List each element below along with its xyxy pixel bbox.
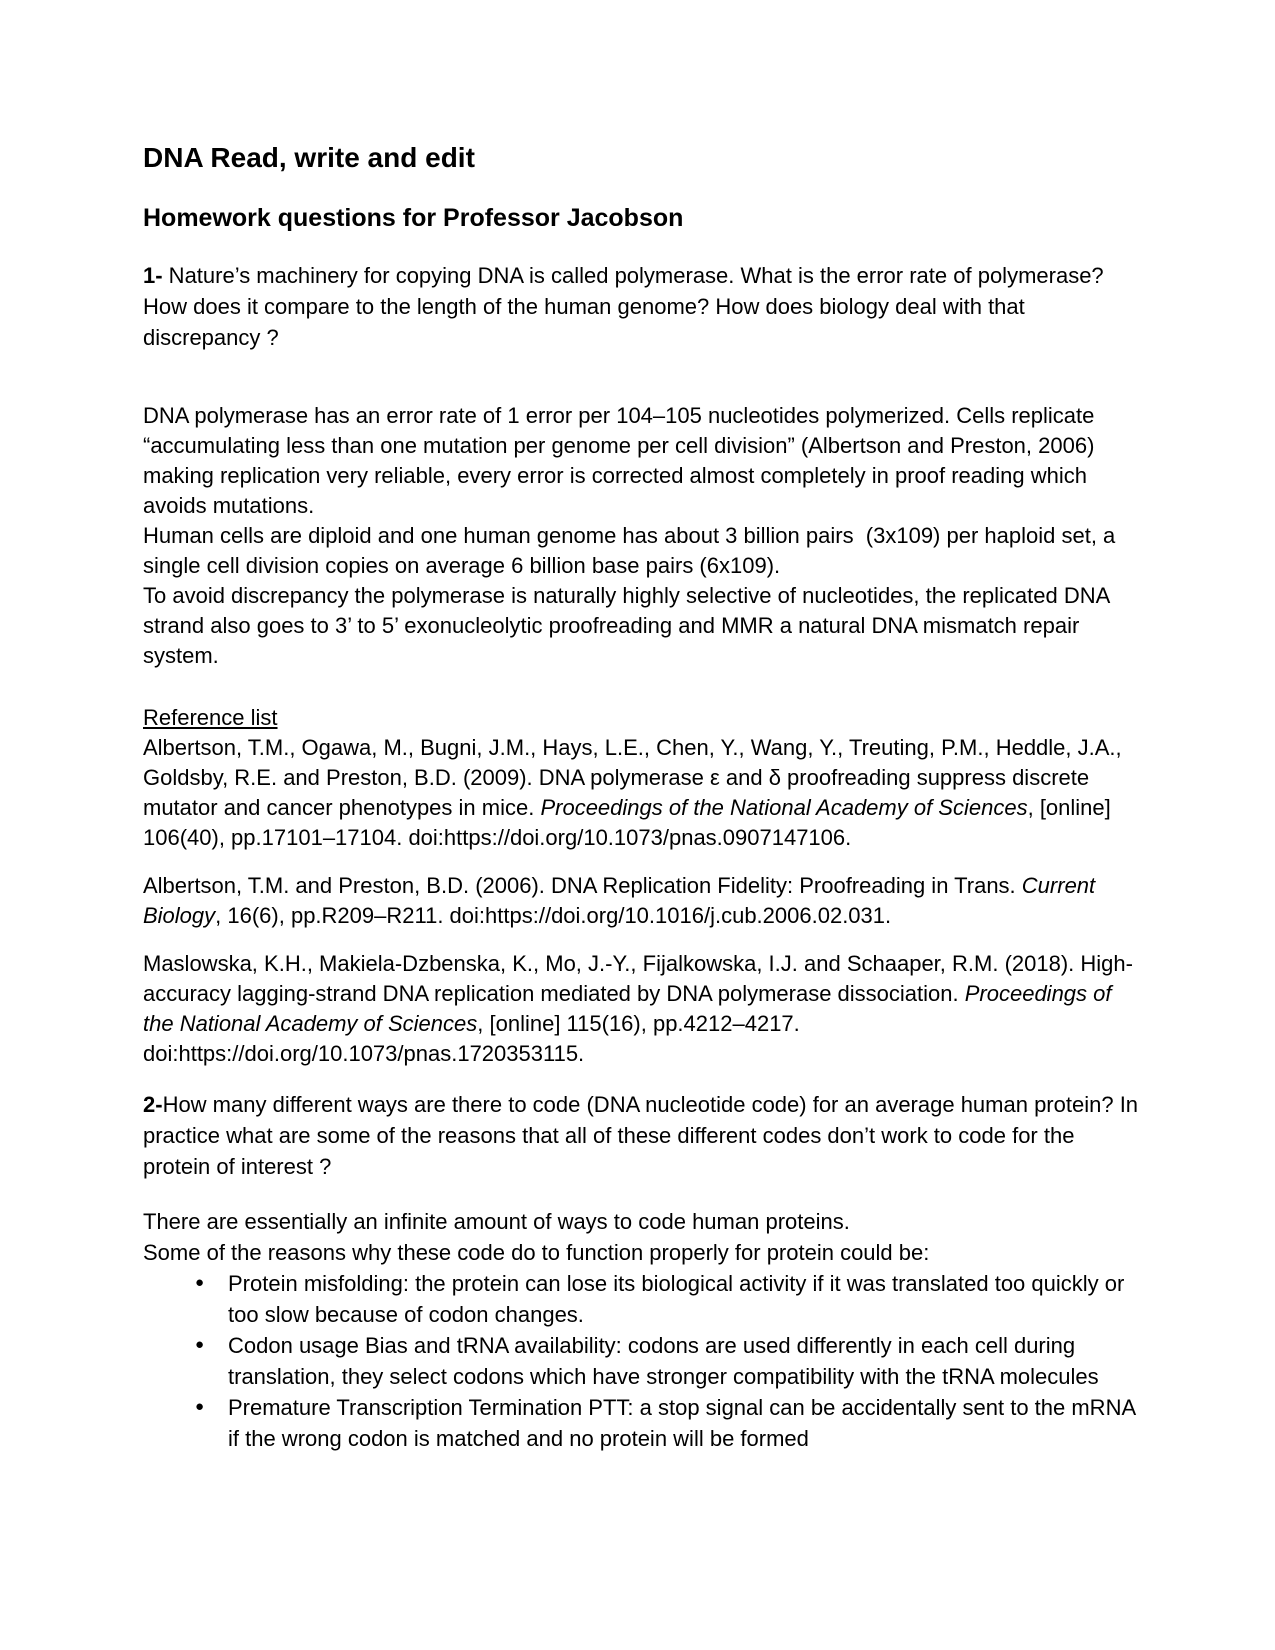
answer-2-intro-line: There are essentially an infinite amount of ways to code human proteins. xyxy=(143,1209,850,1234)
question-1-text: Nature’s machinery for copying DNA is called polymerase. What is the error rate of polymerase? How does it compare to the length of the human genome? How does biology deal with that discrepancy ? xyxy=(143,263,1110,350)
reference-text: Maslowska, K.H., Makiela-Dzbenska, K., Mo, J.-Y., Fijalkowska, I.J. and Schaaper, R.M. (2018). High-accuracy lagging-strand DNA replication mediated by DNA polymerase dissociation. xyxy=(143,951,1133,1006)
list-item xyxy=(143,1392,1143,1454)
question-1-number: 1- xyxy=(143,263,163,288)
answer-1-line: Human cells are diploid and one human genome has about 3 billion pairs (3x109) per haploid set, a single cell division copies on average 6 billion base pairs (6x109). xyxy=(143,523,1122,578)
reference-text: , [online] 106(40), pp.17101–17104. doi:https://doi.org/10.1073/pnas.0907147106. xyxy=(143,795,1117,850)
answer-1-line: To avoid discrepancy the polymerase is naturally highly selective of nucleotides, the replicated DNA strand also goes to 3’ to 5’ exonucleolytic proofreading and MMR a natural DNA mismatch repair system. xyxy=(143,583,1116,668)
document-title: DNA Read, write and edit xyxy=(143,142,475,173)
bullet-icon: ● xyxy=(195,1398,205,1415)
reference-text: Albertson, T.M. and Preston, B.D. (2006). DNA Replication Fidelity: Proofreading in Trans. xyxy=(143,873,1022,898)
answer-2 xyxy=(143,1206,1143,1454)
bullet-icon: ● xyxy=(195,1274,205,1291)
reference-journal: Current Biology xyxy=(143,873,1102,928)
question-2-text: How many different ways are there to code (DNA nucleotide code) for an average human protein? In practice what are some of the reasons that all of these different codes don’t work to code for the protein of interest ? xyxy=(143,1092,1145,1179)
document-subtitle: Homework questions for Professor Jacobson xyxy=(143,204,684,232)
question-1 xyxy=(143,260,1143,353)
answer-2-intro-line: Some of the reasons why these code do to function properly for protein could be: xyxy=(143,1240,930,1265)
reference-text: Albertson, T.M., Ogawa, M., Bugni, J.M., Hays, L.E., Chen, Y., Wang, Y., Treuting, P.M., Heddle, J.A., Goldsby, R.E. and Preston, B.D. (2009). DNA polymerase ε and δ proofreading suppress discrete mutator and cancer phenotypes in mice. xyxy=(143,735,1128,820)
bullet-icon: ● xyxy=(195,1336,205,1353)
question-2 xyxy=(143,1089,1143,1182)
reference-text: , 16(6), pp.R209–R211. doi:https://doi.org/10.1016/j.cub.2006.02.031. xyxy=(215,903,892,928)
question-2-number: 2- xyxy=(143,1092,163,1117)
list-item-text: Premature Transcription Termination PTT: a stop signal can be accidentally sent to the mRNA if the wrong codon is matched and no protein will be formed xyxy=(228,1395,1142,1451)
list-item-text: Protein misfolding: the protein can lose its biological activity if it was translated too quickly or too slow because of codon changes. xyxy=(228,1271,1131,1327)
answer-1 xyxy=(143,401,1143,671)
reference-text: , [online] 115(16), pp.4212–4217. doi:https://doi.org/10.1073/pnas.1720353115. xyxy=(143,1011,806,1066)
reference-item xyxy=(143,733,1143,853)
list-item xyxy=(143,1330,1143,1392)
reference-journal: Proceedings of the National Academy of Sciences xyxy=(540,795,1028,820)
list-item-text: Codon usage Bias and tRNA availability: codons are used differently in each cell during translation, they select codons which have stronger compatibility with the tRNA molecules xyxy=(228,1333,1099,1389)
reference-list xyxy=(143,703,1143,1069)
answer-1-line: DNA polymerase has an error rate of 1 error per 104–105 nucleotides polymerized. Cells replicate “accumulating less than one mutation per genome per cell division” (Albertson and Preston, 2006) making replication very reliable, every error is corrected almost completely in proof reading which avoids mutations. xyxy=(143,403,1101,518)
reference-list-heading: Reference list xyxy=(143,705,278,730)
reference-item xyxy=(143,949,1143,1069)
reference-item xyxy=(143,871,1143,931)
reference-journal: Proceedings of the National Academy of Sciences xyxy=(143,981,1118,1036)
list-item xyxy=(143,1268,1143,1330)
